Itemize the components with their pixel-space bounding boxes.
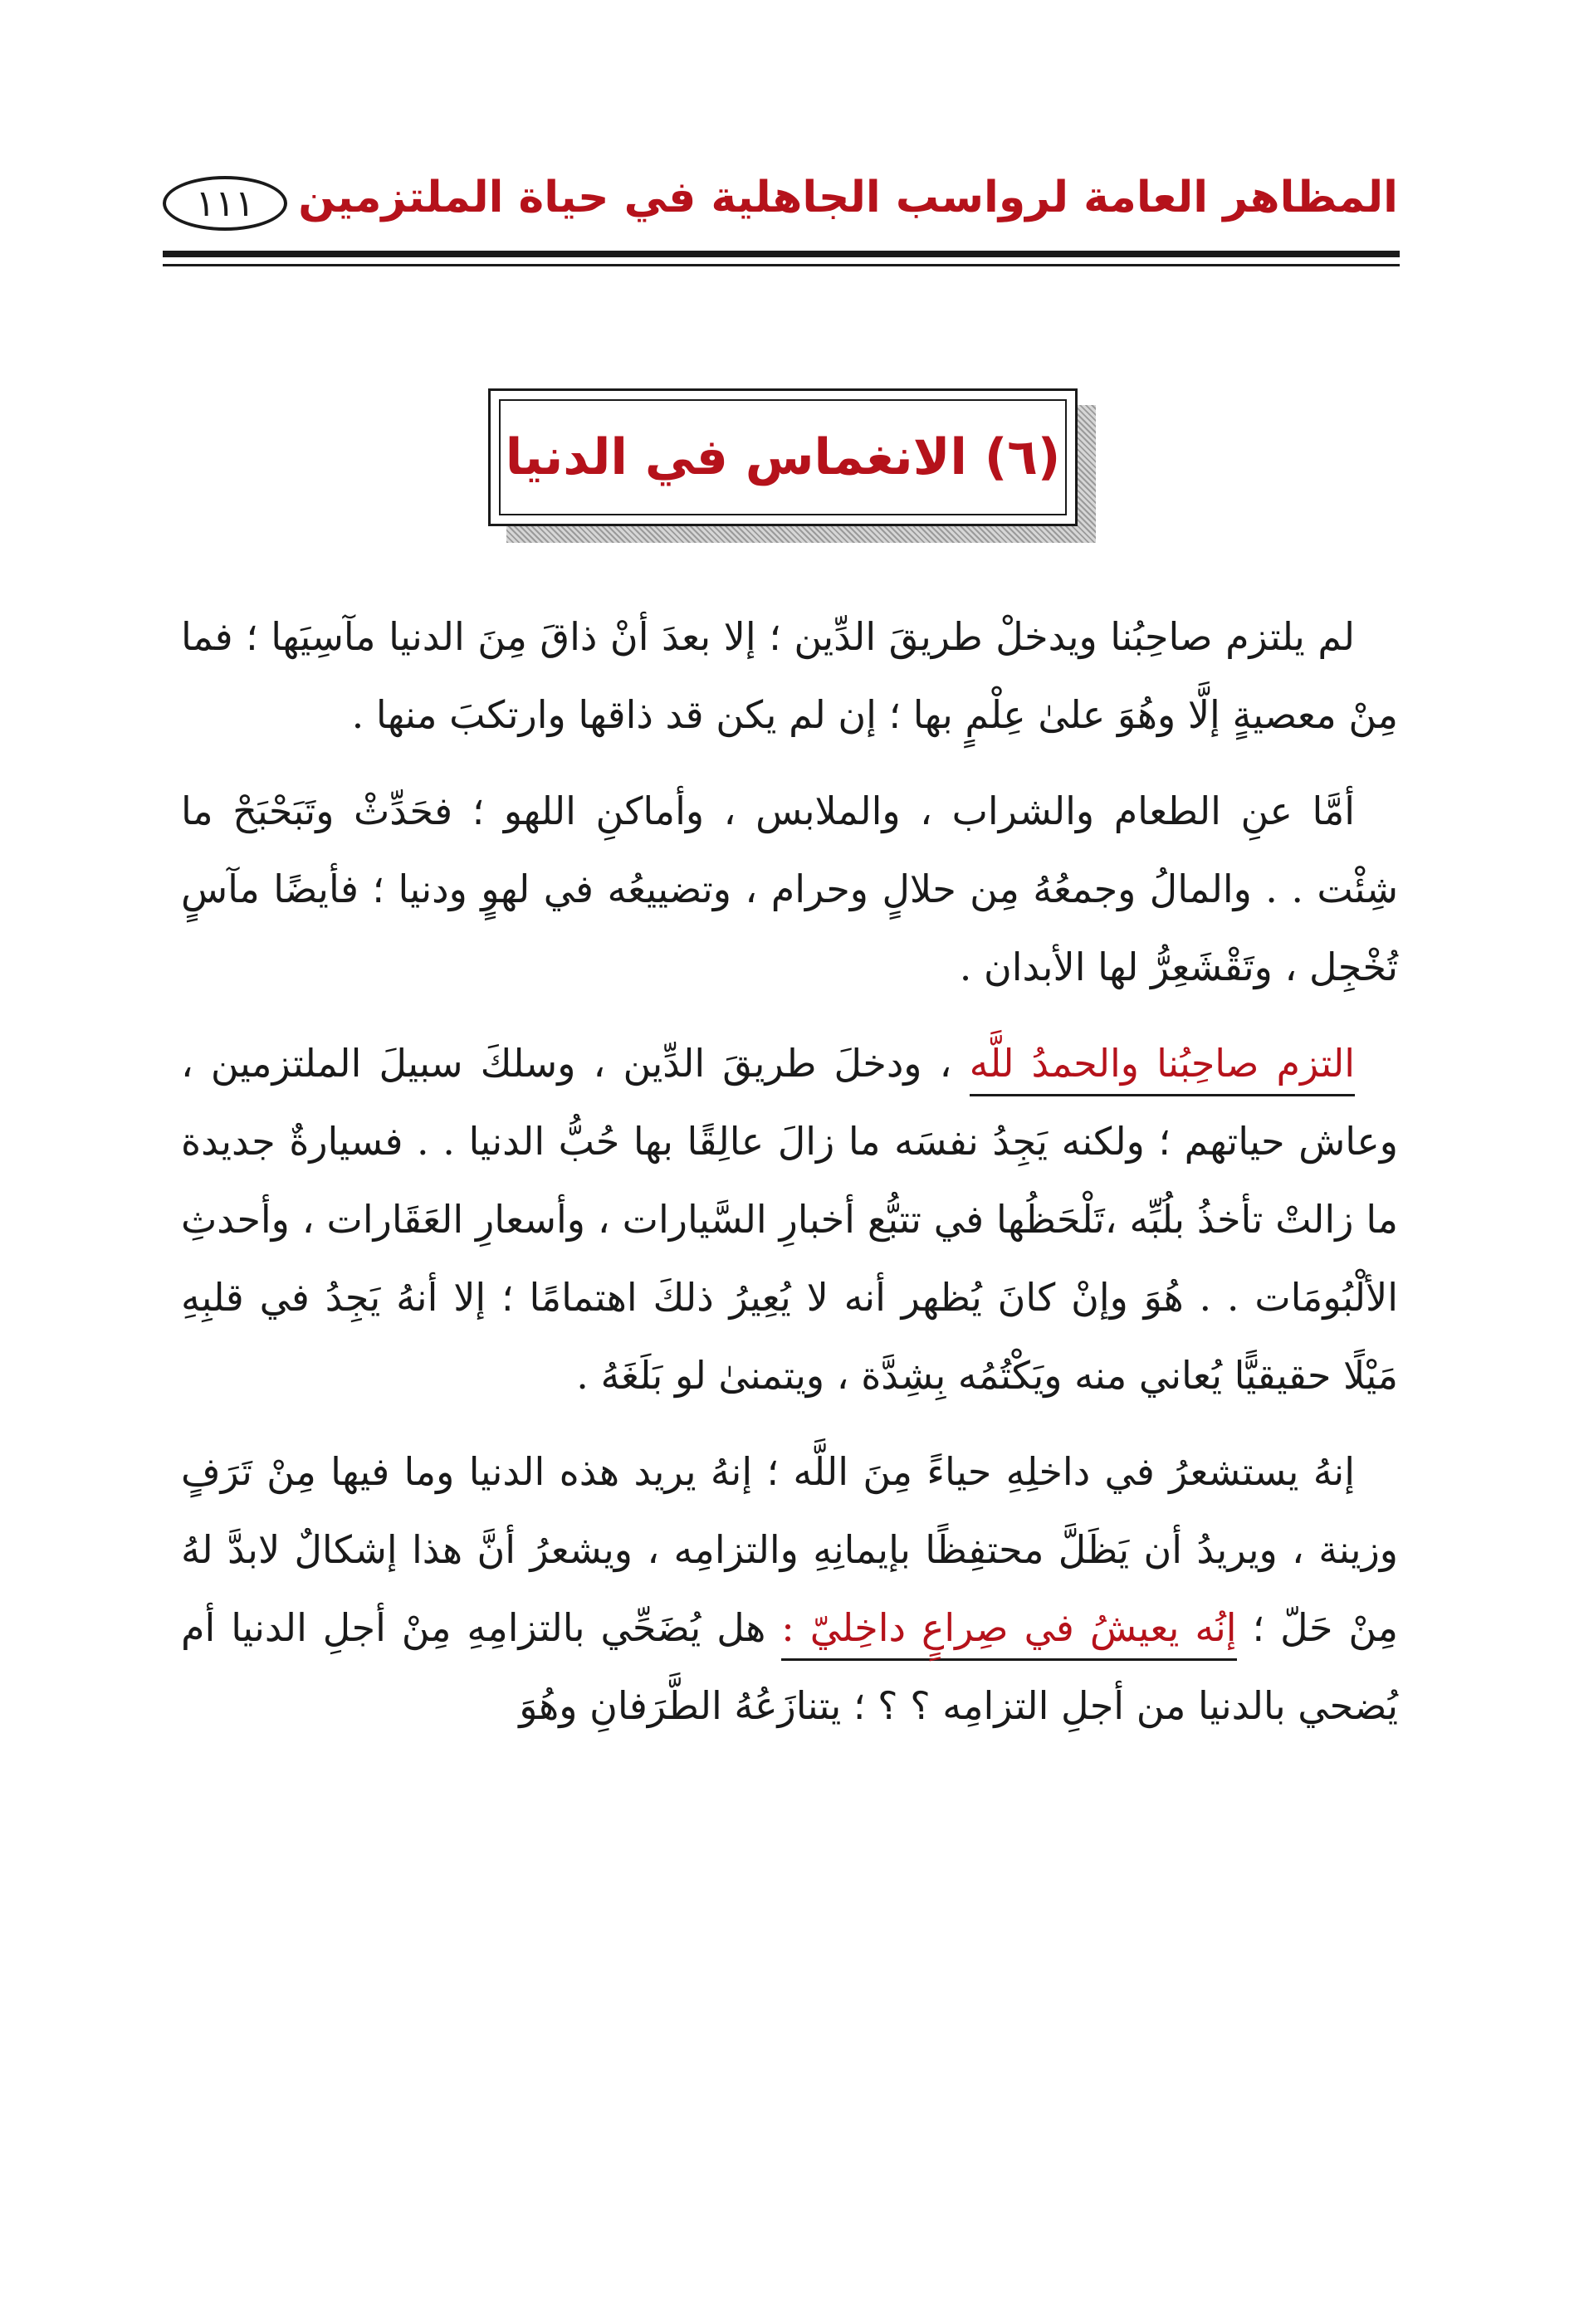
header-rule-thick (163, 251, 1400, 257)
page-number-badge (163, 176, 287, 231)
paragraph-3 (181, 1024, 1398, 1414)
highlight-phrase-1: التزم صاحِبُنا والحمدُ للَّه (970, 1041, 1355, 1096)
header-rule-thin (163, 264, 1400, 266)
section-title: (٦) الانغماس في الدنيا (499, 399, 1067, 515)
paragraph-1: لم يلتزم صاحِبُنا ويدخلْ طريقَ الدِّين ؛ إلا بعدَ أنْ ذاقَ مِنَ الدنيا مآسِيَها ؛ فما مِنْ معصيةٍ إلَّا وهُوَ علىٰ عِلْمٍ بها ؛ إن لم يكن قد ذاقها وارتكبَ منها . (181, 614, 1398, 737)
paragraph-4-text: هل يُضَحِّي بالتزامِهِ مِنْ أجلِ الدنيا أم يُضحي بالدنيا من أجلِ التزامِه ؟ ؟ ؛ يتنازَعُهُ الطَّرَفانِ وهُوَ (181, 1605, 1398, 1728)
running-title: المظاهر العامة لرواسب الجاهلية في حياة الملتزمين (298, 173, 1398, 222)
paragraph-2: أمَّا عنِ الطعام والشراب ، والملابس ، وأماكنِ اللهو ؛ فحَدِّثْ وتَبَحْبَحْ ما شِئْت . . والمالُ وجمعُهُ مِن حلالٍ وحرام ، وتضييعُه في لهوٍ ودنيا ؛ فأيضًا مآسٍ تُخْجِل ، وتَقْشَعِرُّ لها الأبدان . (181, 788, 1398, 989)
paragraph-4 (181, 1433, 1398, 1745)
body-text (181, 598, 1398, 1763)
highlight-phrase-2: إنُه يعيشُ في صِراعٍ داخِليّ : (781, 1605, 1236, 1661)
paragraph-4-start: إنهُ يستشعرُ في داخلِهِ حياءً مِنَ اللَّه ؛ إنهُ يريد هذه الدنيا وما فيها مِنْ تَرَفٍ وزينة ، ويريدُ أن يَظَلَّ محتفِظًا بإيمانِهِ والتزامِه ، ويشعرُ أنَّ هذا إشكالٌ لابدَّ لهُ مِنْ حَلّ ؛ (181, 1449, 1398, 1650)
section-title-box (488, 388, 1078, 526)
page-number: ١١١ (195, 182, 255, 225)
paragraph-3-text: ، ودخلَ طريقَ الدِّين ، وسلكَ سبيلَ الملتزمين ، وعاش حياتهم ؛ ولكنه يَجِدُ نفسَه ما زالَ عالِقًا بها حُبُّ الدنيا . . فسيارةٌ جديدة ما زالتْ تأخذُ بلُبِّه ،تَلْحَظُها في تتبُّع أخبارِ السَّيارات ، وأسعارِ العَقَارات ، وأحدثِ الألْبُومَات . . هُوَ وإنْ كانَ يُظهر أنه لا يُعِيرُ ذلكَ اهتمامًا ؛ إلا أنهُ يَجِدُ في قلبِهِ مَيْلًا حقيقيًّا يُعاني منه ويَكْتُمُه بِشِدَّة ، ويتمنىٰ لو بَلَغَهُ . (181, 1041, 1398, 1398)
